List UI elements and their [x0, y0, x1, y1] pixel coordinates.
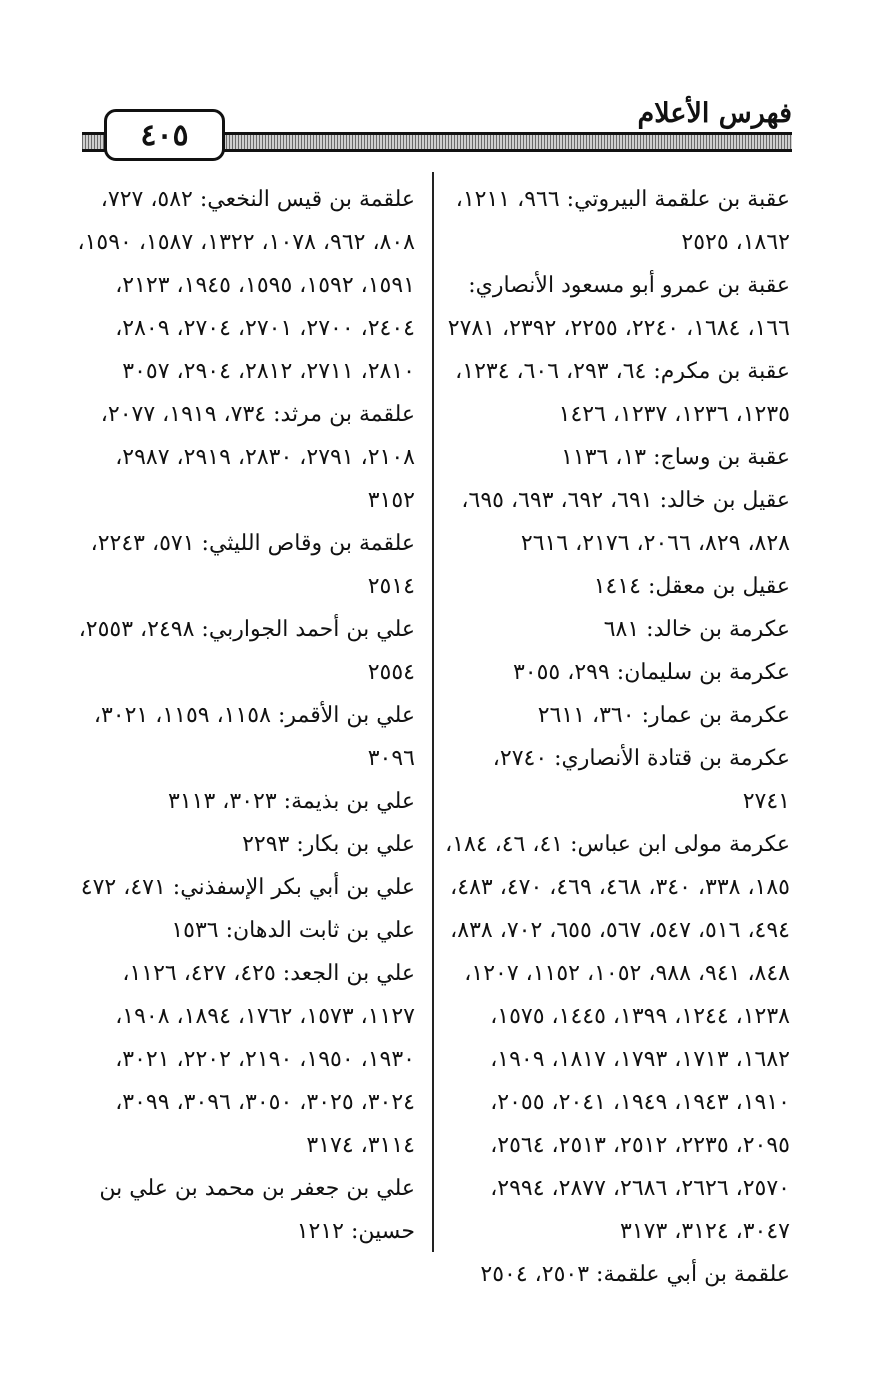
- entry-name: عكرمة مولى ابن عباس:: [570, 832, 790, 857]
- index-entry: [70, 178, 415, 393]
- entry-references: ٢٩٩، ٣٠٥٥: [512, 660, 610, 685]
- entry-references: ٥٨٢، ٧٢٧، ٨٠٨، ٩٦٢، ١٠٧٨، ١٣٢٢، ١٥٨٧، ١٥٩٠، ١٥٩١، ١٥٩٢، ١٥٩٥، ١٩٤٥، ٢١٢٣، ٢٤٠٤، ٢٧٠٠، ٢٧٠١، ٢٧٠٤، ٢٨٠٩، ٢٨١٠، ٢٧١١، ٢٨١٢، ٢٩٠٤، ٣٠٥٧: [77, 187, 415, 384]
- index-entry: [445, 694, 790, 737]
- entry-references: ٦٤، ٢٩٣، ٦٠٦، ١٢٣٤، ١٢٣٥، ١٢٣٦، ١٢٣٧، ١٤٢٦: [455, 359, 790, 427]
- index-entry: [70, 522, 415, 608]
- entry-name: عكرمة بن خالد:: [646, 617, 790, 642]
- entry-name: علقمة بن مرثد:: [273, 402, 415, 427]
- entry-name: عقيل بن معقل:: [647, 574, 790, 599]
- entry-references: ٤١، ٤٦، ١٨٤، ١٨٥، ٣٣٨، ٣٤٠، ٤٦٨، ٤٦٩، ٤٧٠، ٤٨٣، ٤٩٤، ٥١٦، ٥٤٧، ٥٦٧، ٦٥٥، ٧٠٢، ٨٣٨، ٨٤٨، ٩٤١، ٩٨٨، ١٠٥٢، ١١٥٢، ١٢٠٧، ١٢٣٨، ١٢٤٤، ١٣٩٩، ١٤٤٥، ١٥٧٥، ١٦٨٢، ١٧١٣، ١٧٩٣، ١٨١٧، ١٩٠٩، ١٩١٠، ١٩٤٣، ١٩٤٩، ٢٠٤١، ٢٠٥٥، ٢٠٩٥، ٢٢٣٥، ٢٥١٢، ٢٥١٣، ٢٥٦٤، ٢٥٧٠، ٢٦٢٦، ٢٦٨٦، ٢٨٧٧، ٢٩٩٤، ٣٠٤٧، ٣١٢٤، ٣١٧٣: [445, 832, 790, 1244]
- index-entry: [445, 264, 790, 350]
- entry-name: علي بن ثابت الدهان:: [225, 918, 415, 943]
- column-divider: [432, 172, 434, 1252]
- index-entry: [445, 823, 790, 1253]
- index-column-left: [70, 178, 415, 1253]
- entry-name: عقبة بن علقمة البيروتي:: [566, 187, 790, 212]
- page-number: ٤٠٥: [140, 117, 189, 153]
- index-entry: [445, 608, 790, 651]
- entry-name: عقبة بن عمرو أبو مسعود الأنصاري:: [468, 273, 790, 298]
- entry-references: ٤٢٥، ٤٢٧، ١١٢٦، ١١٢٧، ١٥٧٣، ١٧٦٢، ١٨٩٤، ١٩٠٨، ١٩٣٠، ١٩٥٠، ٢١٩٠، ٢٢٠٢، ٣٠٢١، ٣٠٢٤، ٣٠٢٥، ٣٠٥٠، ٣٠٩٦، ٣٠٩٩، ٣١١٤، ٣١٧٤: [115, 961, 415, 1158]
- entry-references: ٢٥٠٣، ٢٥٠٤: [480, 1262, 590, 1287]
- entry-references: ١٦٦، ١٦٨٤، ٢٢٤٠، ٢٢٥٥، ٢٣٩٢، ٢٧٨١: [447, 316, 790, 341]
- index-entry: [445, 178, 790, 264]
- entry-references: ٦٩١، ٦٩٢، ٦٩٣، ٦٩٥، ٨٢٨، ٨٢٩، ٢٠٦٦، ٢١٧٦، ٢٦١٦: [461, 488, 790, 556]
- entry-name: عقبة بن وساج:: [653, 445, 790, 470]
- index-entry: [445, 737, 790, 823]
- index-entry: [70, 823, 415, 866]
- entry-name: علي بن الأقمر:: [277, 703, 415, 728]
- entry-name: علي بن بكار:: [296, 832, 415, 857]
- entry-references: ١٥٣٦: [171, 918, 219, 943]
- entry-name: عكرمة بن قتادة الأنصاري:: [554, 746, 790, 771]
- index-entry: [70, 909, 415, 952]
- entry-references: ١٤١٤: [593, 574, 641, 599]
- entry-name: علي بن الجعد:: [282, 961, 415, 986]
- entry-name: علي بن جعفر بن محمد بن علي بن حسين:: [99, 1176, 415, 1244]
- index-entry: [70, 952, 415, 1167]
- running-title: فهرس الأعلام: [628, 98, 792, 129]
- index-column-right: [445, 178, 790, 1296]
- entry-name: علي بن بذيمة:: [283, 789, 415, 814]
- entry-references: ٥٧١، ٢٢٤٣، ٢٥١٤: [90, 531, 415, 599]
- entry-references: ٩٦٦، ١٢١١، ١٨٦٢، ٢٥٢٥: [455, 187, 790, 255]
- entry-name: عكرمة بن سليمان:: [616, 660, 790, 685]
- index-entry: [70, 694, 415, 780]
- entry-references: ٣٦٠، ٢٦١١: [537, 703, 635, 728]
- page-header: [82, 100, 792, 160]
- index-entry: [70, 1167, 415, 1253]
- entry-name: علي بن أحمد الجواربي:: [201, 617, 415, 642]
- index-entry: [70, 780, 415, 823]
- entry-name: علقمة بن أبي علقمة:: [596, 1262, 790, 1287]
- entry-references: ٢٧٤٠، ٢٧٤١: [492, 746, 790, 814]
- entry-references: ١٣، ١١٣٦: [561, 445, 647, 470]
- index-entry: [445, 651, 790, 694]
- entry-name: عقبة بن مكرم:: [653, 359, 790, 384]
- entry-name: علقمة بن وقاص الليثي:: [201, 531, 415, 556]
- page-number-box: [104, 109, 225, 161]
- entry-references: ٧٣٤، ١٩١٩، ٢٠٧٧، ٢١٠٨، ٢٧٩١، ٢٨٣٠، ٢٩١٩، ٢٩٨٧، ٣١٥٢: [100, 402, 415, 513]
- entry-name: علقمة بن قيس النخعي:: [199, 187, 415, 212]
- entry-references: ١١٥٨، ١١٥٩، ٣٠٢١، ٣٠٩٦: [93, 703, 415, 771]
- entry-references: ٣٠٢٣، ٣١١٣: [168, 789, 277, 814]
- index-entry: [445, 479, 790, 565]
- index-entry: [70, 393, 415, 522]
- entry-references: ٢٢٩٣: [242, 832, 290, 857]
- entry-name: عقيل بن خالد:: [659, 488, 790, 513]
- entry-references: ٤٧١، ٤٧٢: [80, 875, 166, 900]
- index-entry: [70, 608, 415, 694]
- index-entry: [445, 350, 790, 436]
- entry-references: ٢٤٩٨، ٢٥٥٣، ٢٥٥٤: [78, 617, 415, 685]
- entry-references: ١٢١٢: [296, 1219, 344, 1244]
- index-entry: [445, 436, 790, 479]
- index-entry: [445, 1253, 790, 1296]
- index-entry: [70, 866, 415, 909]
- entry-references: ٦٨١: [603, 617, 640, 642]
- entry-name: عكرمة بن عمار:: [641, 703, 790, 728]
- entry-name: علي بن أبي بكر الإسفذني:: [172, 875, 415, 900]
- index-entry: [445, 565, 790, 608]
